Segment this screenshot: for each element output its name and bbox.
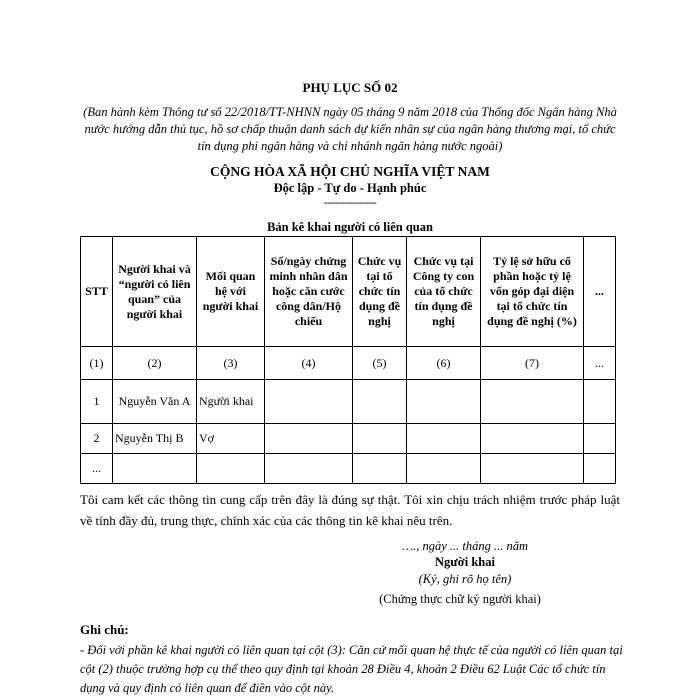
- table-cell: [353, 454, 407, 484]
- table-cell: [584, 380, 616, 424]
- appendix-title: PHỤ LỤC SỐ 02: [302, 80, 398, 95]
- table-cell: ...: [81, 454, 113, 484]
- header-position-subsidiary: Chức vụ tại Công ty con của tổ chức tín dụng đề nghị: [407, 237, 481, 347]
- table-cell: [481, 380, 584, 424]
- table-header-row: [81, 237, 616, 347]
- table-cell: [265, 424, 353, 454]
- table-row: [81, 424, 616, 454]
- table-cell: [407, 380, 481, 424]
- table-cell: Vợ: [197, 424, 265, 454]
- table-row: [81, 454, 616, 484]
- notes-body: - Đối với phần kê khai người có liên quan tại cột (3): Căn cứ mối quan hệ thực tế của người có liên quan tại cột (2) thuộc trường hợp cụ thể theo quy định tại khoản 28 Điều 4, khoản 2 Điều 62 Luật Các tổ chức tín dụng và quy định có liên quan để điền vào cột này.: [80, 643, 623, 695]
- table-cell: [407, 424, 481, 454]
- signature-instruction: (Ký, ghi rõ họ tên): [418, 572, 512, 586]
- table-cell: Nguyễn Văn A: [113, 380, 197, 424]
- notes-heading: Ghi chú:: [80, 622, 129, 637]
- table-row: [81, 380, 616, 424]
- issuance-note: (Ban hành kèm Thông tư số 22/2018/TT-NHNN ngày 05 tháng 9 năm 2018 của Thống đốc Ngân hàng Nhà nước hướng dẫn thủ tục, hồ sơ chấp thuận danh sách dự kiến nhân sự của ngân hàng thương mại, tổ chức tín dụng phi ngân hàng và chi nhánh ngân hàng nước ngoài): [83, 105, 617, 153]
- national-motto: Độc lập - Tự do - Hạnh phúc: [273, 181, 427, 195]
- signature-title: Người khai: [435, 555, 495, 569]
- column-number: (3): [197, 347, 265, 380]
- header-declarant: Người khai và “người có liên quan” của người khai: [113, 237, 197, 347]
- column-number: (7): [481, 347, 584, 380]
- table-cell: [407, 454, 481, 484]
- table-cell: [481, 424, 584, 454]
- table-cell: [481, 454, 584, 484]
- column-number: (2): [113, 347, 197, 380]
- table-cell: Người khai: [197, 380, 265, 424]
- country-name: CỘNG HÒA XÃ HỘI CHỦ NGHĨA VIỆT NAM: [210, 164, 490, 179]
- column-number: (5): [353, 347, 407, 380]
- table-cell: [265, 454, 353, 484]
- header-more: ...: [584, 237, 616, 347]
- separator-line: ---------------: [323, 195, 377, 209]
- table-cell: [197, 454, 265, 484]
- column-number: ...: [584, 347, 616, 380]
- table-cell: [584, 424, 616, 454]
- header-stt: STT: [81, 237, 113, 347]
- column-number: (4): [265, 347, 353, 380]
- table-cell: [113, 454, 197, 484]
- header-position-institution: Chức vụ tại tổ chức tín dụng đề nghị: [353, 237, 407, 347]
- declaration-table: [80, 236, 616, 484]
- header-relationship: Mối quan hệ với người khai: [197, 237, 265, 347]
- header-ownership-ratio: Tỷ lệ sở hữu cổ phần hoặc tỷ lệ vốn góp đại diện tại tổ chức tín dụng đề nghị (%): [481, 237, 584, 347]
- table-title: Bản kê khai người có liên quan: [267, 220, 433, 234]
- table-cell: [353, 424, 407, 454]
- table-cell: 2: [81, 424, 113, 454]
- header-id-number: Số/ngày chứng minh nhân dân hoặc căn cước công dân/Hộ chiếu: [265, 237, 353, 347]
- table-cell: 1: [81, 380, 113, 424]
- signature-date: …., ngày ... tháng ... năm: [401, 539, 529, 553]
- table-cell: Nguyễn Thị B: [113, 424, 197, 454]
- column-number: (6): [407, 347, 481, 380]
- signature-certification: (Chứng thực chữ ký người khai): [379, 592, 541, 606]
- column-number-row: [81, 347, 616, 380]
- table-cell: [584, 454, 616, 484]
- commitment-statement: Tôi cam kết các thông tin cung cấp trên đây là đúng sự thật. Tôi xin chịu trách nhiệm trước pháp luật về tính đầy đủ, trung thực, chính xác của các thông tin kê khai nêu trên.: [80, 492, 620, 528]
- table-cell: [265, 380, 353, 424]
- column-number: (1): [81, 347, 113, 380]
- table-cell: [353, 380, 407, 424]
